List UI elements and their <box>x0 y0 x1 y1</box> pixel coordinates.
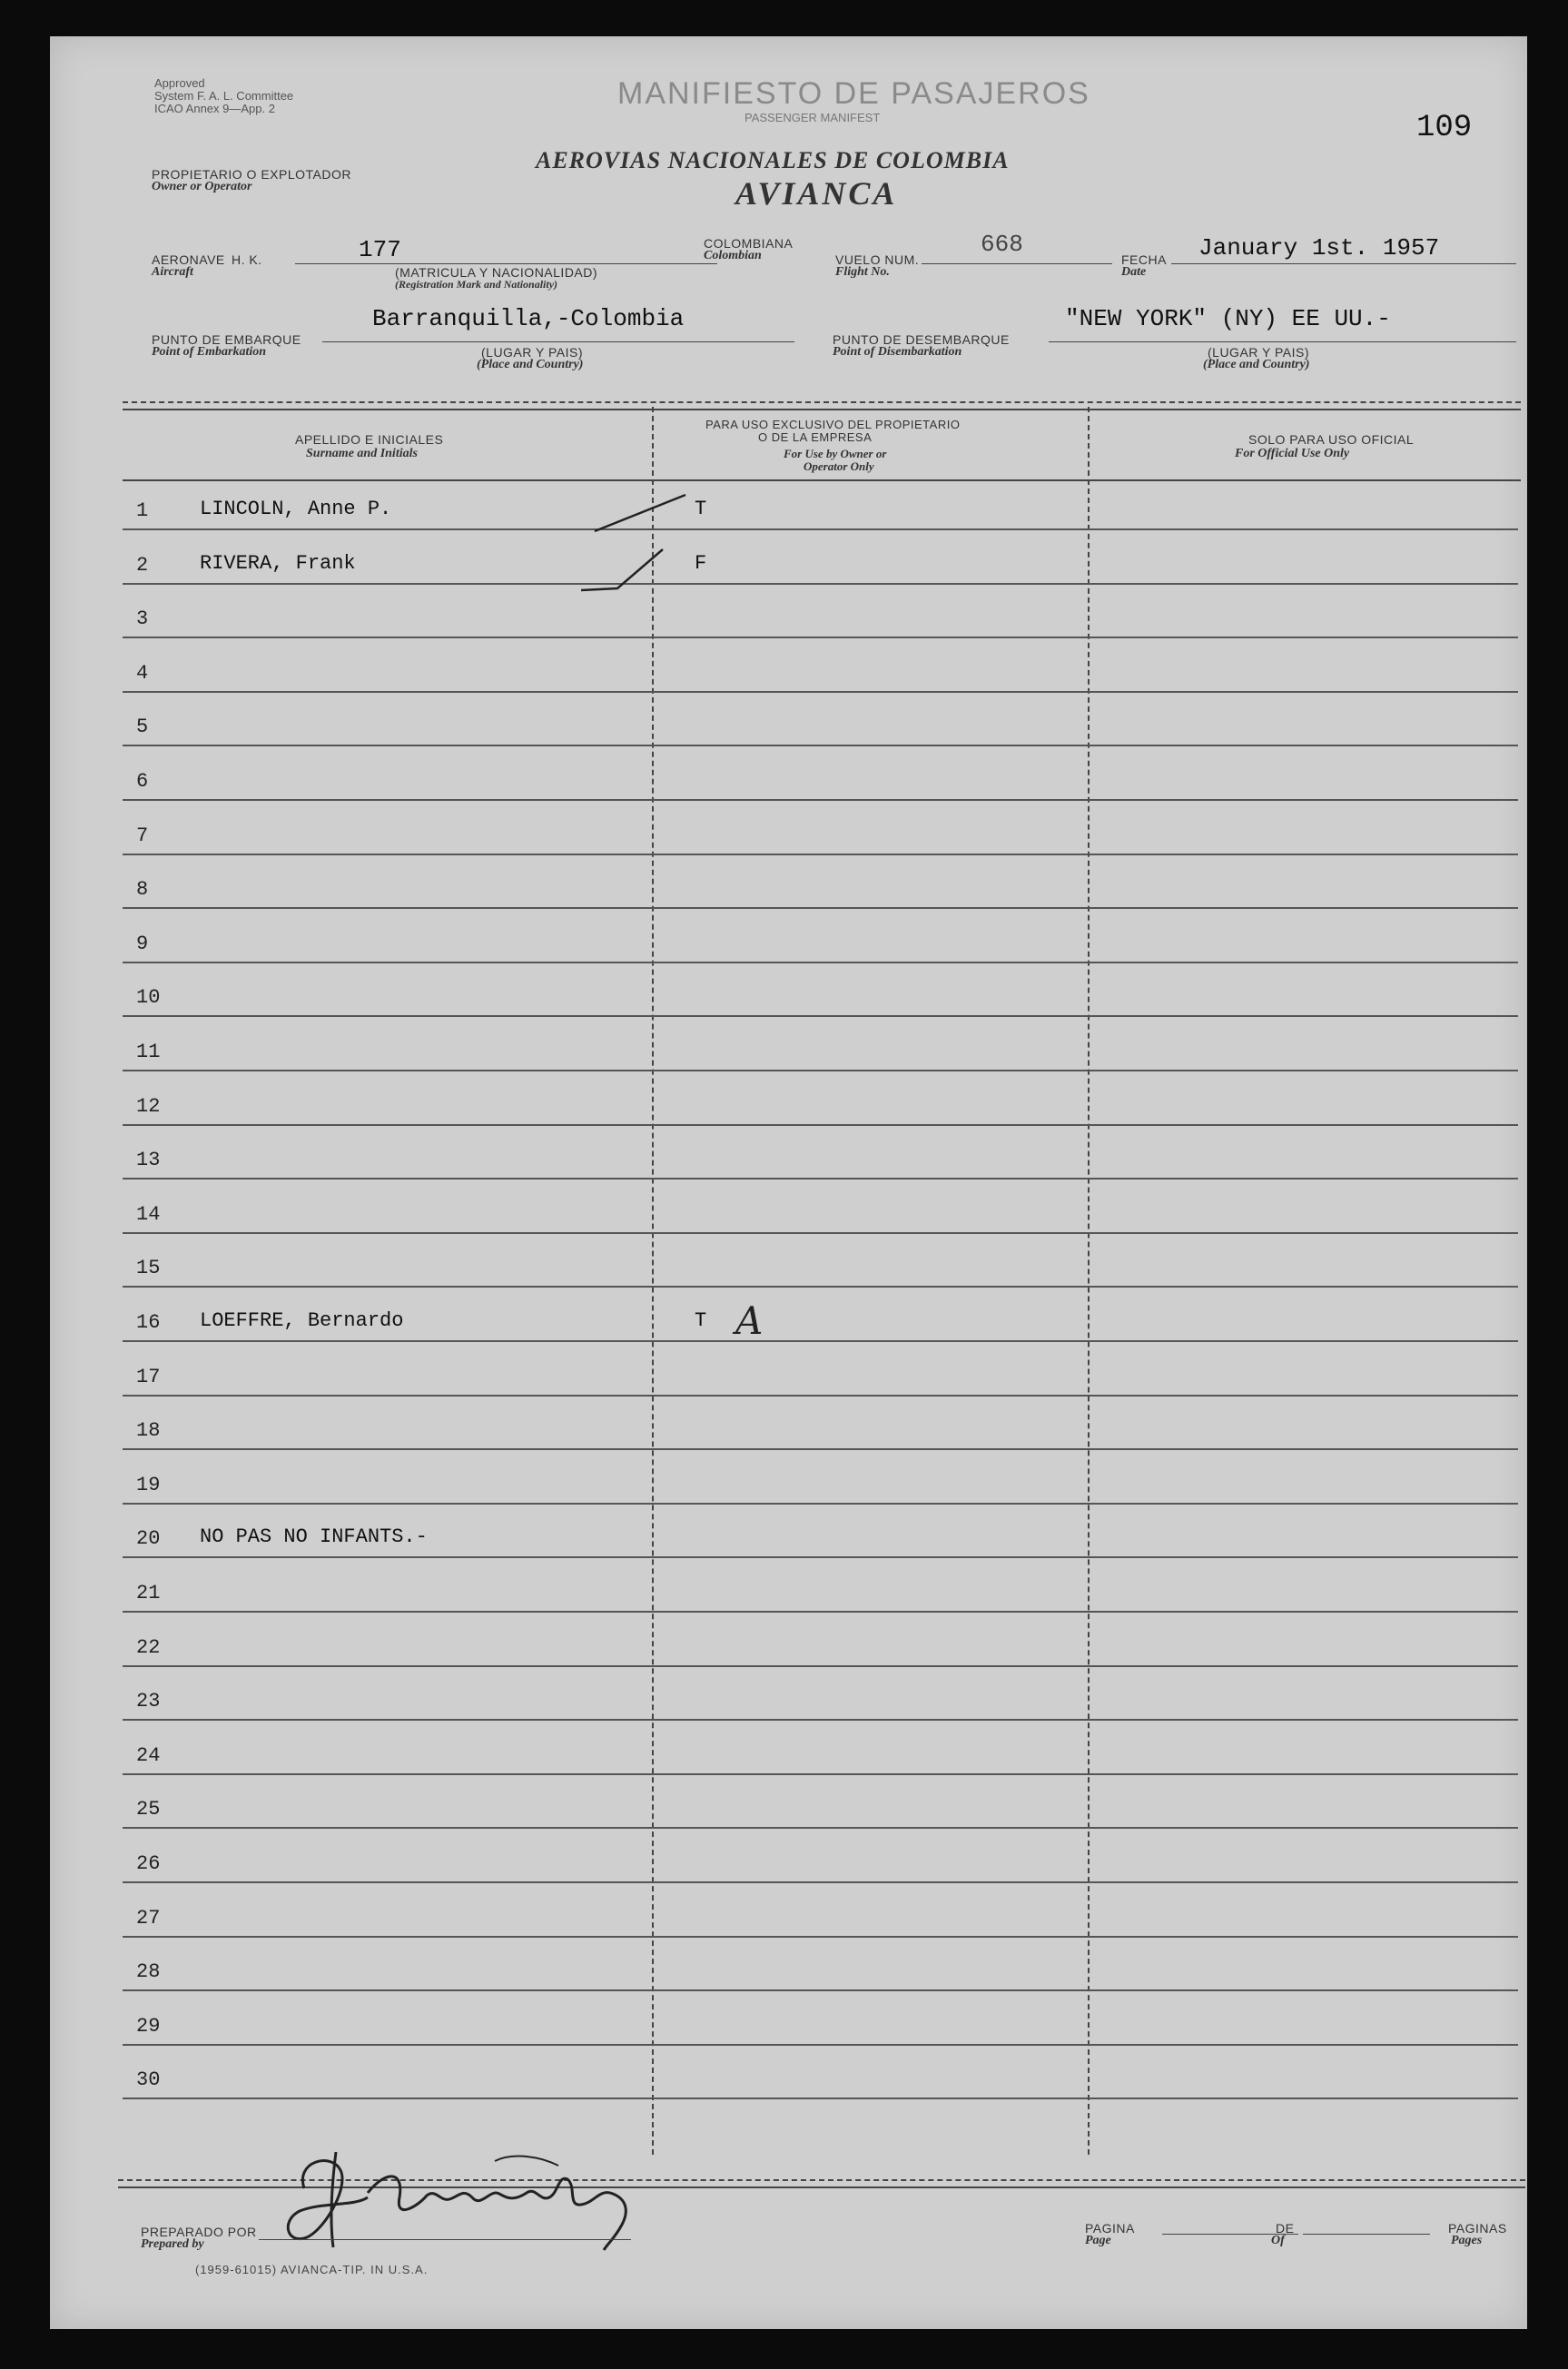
row-number: 13 <box>136 1149 161 1171</box>
row-rule <box>123 1719 1518 1721</box>
col-owner-header-1: PARA USO EXCLUSIVO DEL PROPIETARIO <box>705 418 961 431</box>
flight-value: 668 <box>981 231 1023 258</box>
row-number: 22 <box>136 1636 161 1659</box>
check-marks <box>577 490 758 599</box>
date-label: FECHA <box>1121 252 1167 267</box>
disembark-label: PUNTO DE DESEMBARQUE <box>833 332 1010 347</box>
page-label: PAGINA <box>1085 2221 1135 2236</box>
row-rule <box>123 1665 1518 1667</box>
row-number: 26 <box>136 1852 161 1875</box>
aircraft-underline <box>295 263 717 264</box>
row-number: 19 <box>136 1474 161 1496</box>
flight-label: VUELO NUM. <box>835 252 920 267</box>
column-divider-1 <box>652 407 654 2155</box>
disembark-underline <box>1049 341 1516 342</box>
col-surname-header: APELLIDO E INICIALES <box>295 432 444 447</box>
row-rule <box>123 637 1518 638</box>
row-number: 4 <box>136 662 149 685</box>
row-rule <box>123 907 1518 909</box>
row-rule <box>123 583 1518 585</box>
embark-place-label: (LUGAR Y PAIS) <box>481 345 584 360</box>
row-rule <box>123 854 1518 855</box>
disembark-value: "NEW YORK" (NY) EE UU.- <box>1065 305 1391 332</box>
manifest-sheet <box>50 36 1527 2329</box>
printer-imprint: (1959-61015) AVIANCA-TIP. IN U.S.A. <box>195 2263 429 2276</box>
passenger-code: F <box>695 552 707 575</box>
prepared-label-en: Prepared by <box>141 2237 204 2251</box>
embark-label: PUNTO DE EMBARQUE <box>152 332 301 347</box>
header-rule-bottom <box>123 479 1521 481</box>
row-rule <box>123 1340 1518 1342</box>
col-official-header-en: For Official Use Only <box>1235 447 1350 460</box>
aircraft-label: AERONAVE <box>152 252 225 267</box>
row-number: 6 <box>136 770 149 793</box>
row-rule <box>123 528 1518 530</box>
disembark-place-label: (LUGAR Y PAIS) <box>1208 345 1310 360</box>
pages-label-en: Pages <box>1451 2234 1483 2247</box>
of-label: DE <box>1276 2221 1295 2236</box>
passenger-code: T <box>695 498 707 520</box>
row-rule <box>123 1773 1518 1775</box>
aircraft-value: 177 <box>359 236 401 263</box>
prepared-label: PREPARADO POR <box>141 2225 257 2239</box>
manifest-title: MANIFIESTO DE PASAJEROS <box>617 76 1090 111</box>
row-rule <box>123 962 1518 963</box>
row-number: 16 <box>136 1311 161 1334</box>
row-number: 23 <box>136 1690 161 1713</box>
embark-underline <box>322 341 794 342</box>
pages-label: PAGINAS <box>1448 2221 1507 2236</box>
row-number: 7 <box>136 824 149 847</box>
owner-label: PROPIETARIO O EXPLOTADOR <box>152 167 351 182</box>
row-number: 3 <box>136 607 149 630</box>
row-number: 21 <box>136 1582 161 1604</box>
company-name: AEROVIAS NACIONALES DE COLOMBIA <box>536 147 1010 173</box>
check-mark <box>581 549 663 590</box>
row-rule <box>123 745 1518 746</box>
manifest-subtitle: PASSENGER MANIFEST <box>745 111 881 124</box>
approval-line-1: Approved <box>154 76 205 90</box>
passenger-name: NO PAS NO INFANTS.- <box>200 1525 428 1548</box>
owner-label-en: Owner or Operator <box>152 180 252 193</box>
column-divider-2 <box>1088 407 1090 2155</box>
row-number: 29 <box>136 2015 161 2038</box>
date-label-en: Date <box>1121 265 1147 279</box>
row-rule <box>123 691 1518 693</box>
row-rule <box>123 1881 1518 1883</box>
row-rule <box>123 1611 1518 1613</box>
aircraft-label-en: Aircraft <box>152 265 193 279</box>
row-rule <box>123 1556 1518 1558</box>
col-official-header: SOLO PARA USO OFICIAL <box>1248 432 1415 447</box>
airline-label: COLOMBIANA <box>704 236 794 251</box>
embark-value: Barranquilla,-Colombia <box>372 305 685 332</box>
col-owner-header-2: O DE LA EMPRESA <box>758 430 873 444</box>
row-rule <box>123 1232 1518 1234</box>
date-value: January 1st. 1957 <box>1198 234 1440 262</box>
row-rule <box>123 1395 1518 1397</box>
row-rule <box>123 1178 1518 1180</box>
passenger-code: T <box>695 1309 707 1332</box>
col-surname-header-en: Surname and Initials <box>306 447 418 460</box>
row-rule <box>123 1070 1518 1071</box>
row-rule <box>123 1827 1518 1829</box>
header-rule-top-2 <box>123 409 1521 410</box>
check-mark <box>595 495 685 531</box>
passenger-name: RIVERA, Frank <box>200 552 356 575</box>
row-number: 20 <box>136 1527 161 1550</box>
row-number: 14 <box>136 1203 161 1226</box>
row-number: 17 <box>136 1366 161 1388</box>
row-number: 1 <box>136 499 149 522</box>
embark-label-en: Point of Embarkation <box>152 345 267 359</box>
row-rule <box>123 2098 1518 2099</box>
header-rule-top <box>123 401 1521 403</box>
passenger-name: LOEFFRE, Bernardo <box>200 1309 404 1332</box>
row-number: 11 <box>136 1041 161 1063</box>
disembark-place-label-en: (Place and Country) <box>1203 358 1310 371</box>
registration-label: (MATRICULA Y NACIONALIDAD) <box>395 265 598 280</box>
row-rule <box>123 1015 1518 1017</box>
row-number: 27 <box>136 1907 161 1930</box>
row-number: 15 <box>136 1257 161 1279</box>
row-number: 28 <box>136 1960 161 1983</box>
row-number: 30 <box>136 2068 161 2091</box>
row-number: 9 <box>136 933 149 955</box>
approval-line-3: ICAO Annex 9—App. 2 <box>154 102 275 115</box>
row-number: 12 <box>136 1095 161 1118</box>
flight-label-en: Flight No. <box>835 265 890 279</box>
flight-underline <box>922 263 1112 264</box>
col-owner-header-en-1: For Use by Owner or <box>784 447 887 460</box>
passenger-name: LINCOLN, Anne P. <box>200 498 392 520</box>
signature-image <box>268 2134 658 2261</box>
row-rule <box>123 1503 1518 1505</box>
page-number: 109 <box>1416 111 1473 145</box>
col-owner-header-en-2: Operator Only <box>804 459 874 473</box>
row-rule <box>123 1448 1518 1450</box>
page-label-en: Page <box>1085 2234 1111 2247</box>
row-rule <box>123 1989 1518 1991</box>
row-rule <box>123 2044 1518 2046</box>
row-rule <box>123 1286 1518 1288</box>
row-number: 18 <box>136 1419 161 1442</box>
row-rule <box>123 1124 1518 1126</box>
of-underline <box>1303 2234 1430 2235</box>
approval-line-2: System F. A. L. Committee <box>154 89 294 103</box>
row-number: 24 <box>136 1744 161 1767</box>
disembark-label-en: Point of Disembarkation <box>833 345 962 359</box>
handwritten-mark: A <box>735 1298 764 1343</box>
row-number: 5 <box>136 716 149 738</box>
embark-place-label-en: (Place and Country) <box>477 358 584 371</box>
row-rule <box>123 799 1518 801</box>
row-number: 8 <box>136 878 149 901</box>
aircraft-prefix: H. K. <box>232 252 262 267</box>
row-number: 25 <box>136 1798 161 1821</box>
registration-label-en: (Registration Mark and Nationality) <box>395 278 558 291</box>
row-number: 10 <box>136 986 161 1009</box>
prepared-underline <box>259 2239 631 2240</box>
row-rule <box>123 1936 1518 1938</box>
company-short: AVIANCA <box>735 175 898 212</box>
airline-label-en: Colombian <box>704 249 762 262</box>
date-underline <box>1171 263 1516 264</box>
row-number: 2 <box>136 554 149 577</box>
of-label-en: Of <box>1271 2234 1285 2247</box>
